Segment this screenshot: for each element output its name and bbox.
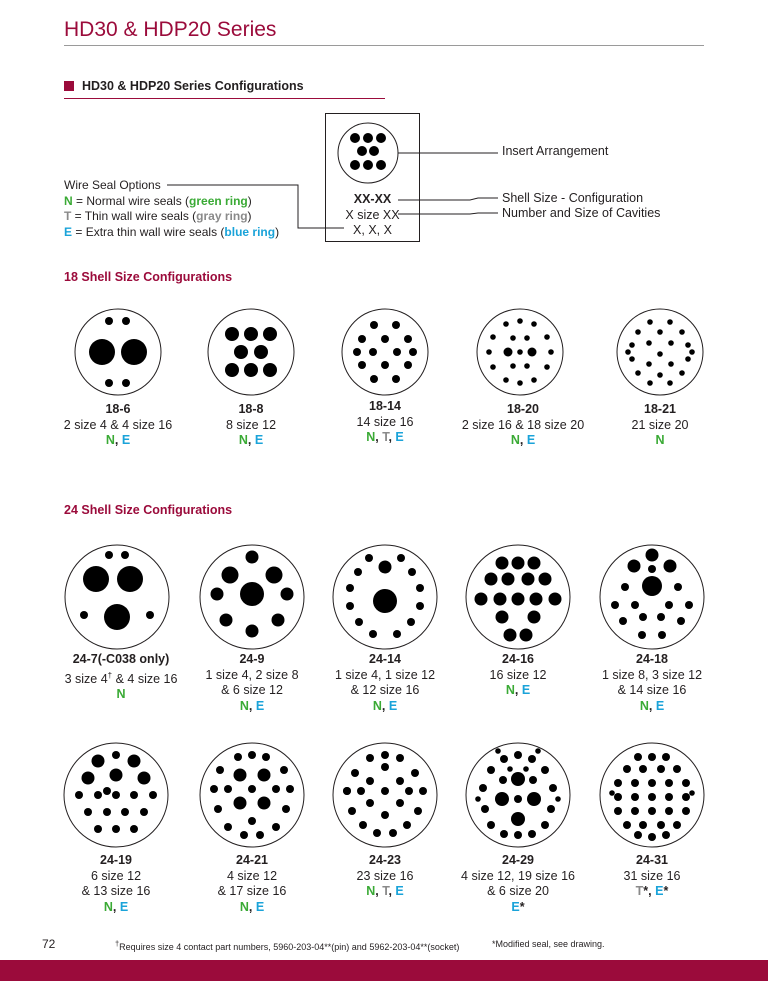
seal-option: , [247, 433, 255, 447]
key-line-2: X, X, X [353, 223, 392, 237]
seal-option: N [366, 430, 376, 444]
seal-option: E [119, 899, 129, 914]
config-description [562, 668, 742, 684]
caption-18-21 [570, 402, 750, 449]
seal-option: , [248, 698, 256, 713]
footer-bar [0, 960, 768, 981]
seal-option: N [366, 884, 376, 898]
config-description-text: 3 size 4 [64, 671, 108, 686]
config-code: 24-21 [236, 853, 268, 867]
seal-option: E [254, 433, 264, 447]
seal-option: T [382, 884, 389, 898]
config-description-text: 31 size 16 [623, 868, 681, 883]
config-description-2: & 12 size 16 [350, 683, 420, 697]
seal-option: N [505, 683, 515, 697]
config-description-text: 8 size 12 [225, 417, 277, 432]
seal-option: N [238, 433, 248, 447]
insert-24-16 [466, 545, 570, 649]
config-code: 24-7(-C038 only) [72, 652, 170, 666]
seal-option: N [372, 698, 382, 713]
config-code: 24-31 [636, 853, 668, 867]
seal-option: E [255, 698, 265, 713]
callout-shell-size: Shell Size - Configuration [502, 191, 644, 205]
seal-option: E [655, 884, 664, 898]
legend-letter-e: E [64, 224, 73, 239]
seal-option: , [114, 433, 122, 447]
insert-18-6 [75, 309, 161, 395]
seal-option: , [375, 884, 383, 898]
page-number: 72 [42, 937, 56, 951]
seal-options [570, 433, 750, 449]
config-code: 24-16 [502, 652, 534, 666]
config-description-2: & 14 size 16 [617, 683, 687, 697]
seal-option: , [381, 698, 389, 713]
insert-24-7 [65, 545, 169, 649]
legend-close-t: ) [247, 209, 252, 223]
insert-24-19 [64, 743, 168, 847]
legend-text-t: = Thin wall wire seals ( [71, 209, 197, 223]
insert-24-18 [600, 545, 704, 649]
config-description-text: 4 size 12 [226, 868, 278, 883]
config-code: 24-18 [636, 652, 668, 666]
legend-color-t: gray ring [196, 209, 248, 223]
seal-option: , [112, 899, 120, 914]
config-code: 18-20 [507, 402, 539, 416]
config-description-text-b: & 4 size 16 [112, 671, 178, 686]
insert-18-20 [477, 309, 563, 395]
config-code: 18-14 [369, 399, 401, 413]
seal-option: , [519, 433, 527, 447]
seal-option: N [116, 687, 126, 702]
seal-option: , [375, 430, 383, 444]
config-description-text: 14 size 16 [356, 414, 414, 429]
key-line-1: X size XX [345, 208, 400, 222]
config-description [562, 869, 742, 885]
config-code: 24-29 [502, 853, 534, 867]
key-insert-drawing [338, 123, 398, 183]
section-title: HD30 & HDP20 Series Configurations [82, 79, 304, 93]
legend-heading: Wire Seal Options [64, 178, 161, 192]
shell-18-heading: 18 Shell Size Configurations [64, 270, 233, 284]
config-code: 18-6 [105, 402, 131, 416]
config-code: 24-19 [100, 853, 132, 867]
seal-options [428, 900, 608, 916]
insert-24-31 [600, 743, 704, 847]
legend-text-e: = Extra thin wall wire seals ( [72, 224, 225, 239]
seal-option: E [255, 899, 265, 914]
seal-option: * [663, 884, 669, 898]
config-description-text: 2 size 16 & 18 size 20 [461, 417, 585, 432]
footnote-dagger-text: Requires size 4 contact part numbers, 5960-203-04**(pin) and 5962-203-04**(socket) [119, 942, 460, 952]
seal-option: N [105, 433, 115, 447]
seal-option: * [519, 899, 525, 914]
config-description-2: & 13 size 16 [81, 884, 151, 898]
seal-option: N [239, 899, 249, 914]
insert-24-21 [200, 743, 304, 847]
seal-option: N [510, 433, 520, 447]
config-description-text: 21 size 20 [631, 417, 689, 432]
config-description-text: 1 size 8, 3 size 12 [601, 667, 703, 682]
seal-options [295, 699, 475, 715]
footnote-modified: *Modified seal, see drawing. [492, 939, 605, 949]
config-description-text: 23 size 16 [356, 868, 414, 883]
seal-option: T [382, 430, 389, 444]
config-description-2: & 6 size 20 [487, 884, 549, 898]
seal-option: , [514, 683, 522, 697]
config-description-text: 16 size 12 [489, 667, 547, 682]
dagger-mark: † [107, 670, 113, 680]
config-code: 18-8 [238, 402, 264, 416]
insert-24-9 [200, 545, 304, 649]
insert-18-21 [617, 309, 703, 395]
shell-24-heading: 24 Shell Size Configurations [64, 503, 233, 517]
config-description-text: 4 size 12, 19 size 16 [461, 868, 575, 883]
legend-close-e: ) [275, 224, 280, 239]
seal-option: N [639, 698, 649, 713]
config-description-text: 6 size 12 [90, 868, 142, 883]
config-code: 24-14 [369, 652, 401, 666]
seal-option: T [635, 884, 644, 898]
config-description-2: & 17 size 16 [217, 884, 287, 898]
config-code: 24-9 [239, 652, 265, 666]
seal-options [562, 699, 742, 715]
config-code: 24-23 [369, 853, 401, 867]
seal-option: , [388, 430, 396, 444]
caption-24-31 [562, 853, 742, 900]
key-insert-icon [338, 123, 398, 183]
seal-option: E [526, 433, 536, 447]
legend-letter-n: N [64, 193, 73, 208]
seal-option: E [521, 683, 531, 697]
insert-24-29 [466, 743, 570, 847]
config-code: 18-21 [644, 402, 676, 416]
caption-24-18 [562, 652, 742, 714]
seal-option: N [103, 899, 113, 914]
seal-option: E [121, 433, 131, 447]
callout-cavities: Number and Size of Cavities [502, 206, 661, 220]
seal-option: N [655, 433, 665, 447]
key-code: XX-XX [353, 192, 392, 206]
seal-option: , [248, 899, 256, 914]
config-description-text: 2 size 4 & 4 size 16 [63, 417, 173, 432]
legend-close-n: ) [247, 193, 252, 208]
insert-24-23 [333, 743, 437, 847]
seal-option: E [388, 698, 398, 713]
page-title: HD30 & HDP20 Series [64, 18, 277, 41]
legend-letter-t: T [64, 209, 72, 223]
footnote-dagger [115, 939, 459, 952]
config-description-text: 1 size 4, 1 size 12 [334, 667, 436, 682]
seal-option: , [648, 698, 656, 713]
seal-option: , [388, 884, 396, 898]
seal-option: E [395, 884, 404, 898]
seal-option: E [511, 899, 520, 914]
footnote-dagger-mark: † [115, 939, 120, 948]
insert-18-14 [342, 309, 428, 395]
seal-options [162, 900, 342, 916]
config-description [570, 418, 750, 434]
seal-option: E [655, 698, 665, 713]
insert-18-8 [208, 309, 294, 395]
legend-text-n: = Normal wire seals ( [72, 193, 190, 208]
callout-insert-arrangement: Insert Arrangement [502, 144, 609, 158]
seal-option: E [395, 430, 404, 444]
config-description-text: 1 size 4, 2 size 8 [205, 667, 299, 682]
seal-option: *, [643, 884, 656, 898]
legend-color-e: blue ring [224, 224, 276, 239]
legend-color-n: green ring [189, 193, 248, 208]
seal-option: N [239, 698, 249, 713]
insert-24-14 [333, 545, 437, 649]
config-description-2: & 6 size 12 [221, 683, 283, 697]
seal-options [562, 884, 742, 900]
